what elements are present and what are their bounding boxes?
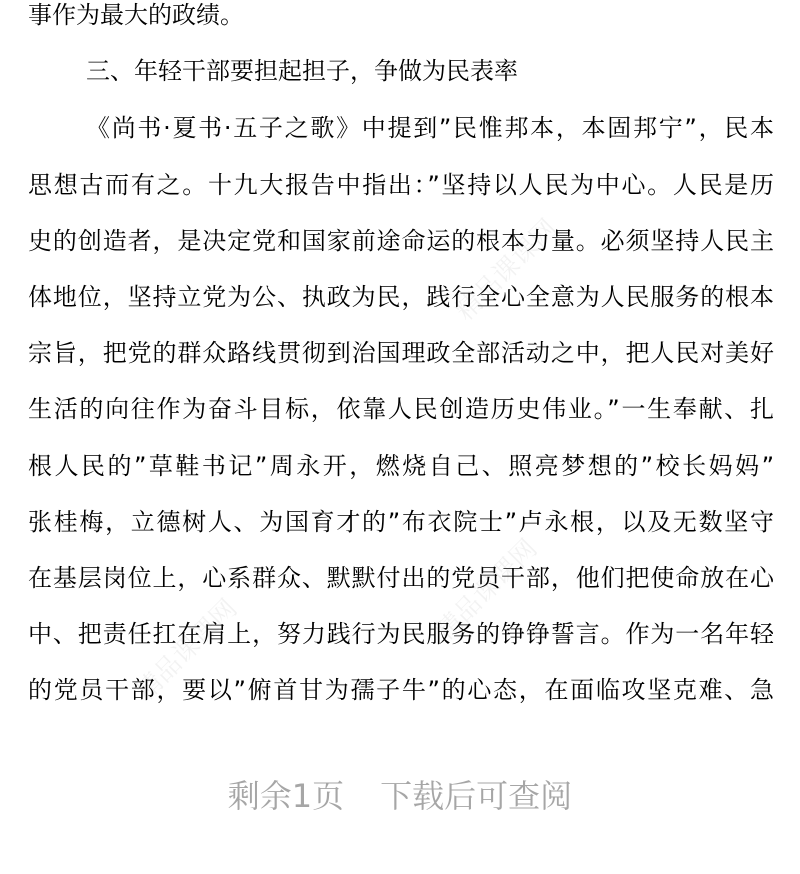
watermark: 精品课课网 bbox=[450, 213, 564, 327]
body-text-line: 思想古而有之。十九大报告中指出：”坚持以人民为中心。人民是历 bbox=[28, 171, 774, 199]
body-text-line: 生活的向往作为奋斗目标，依靠人民创造历史伟业。”一生奉献、扎 bbox=[28, 395, 774, 423]
body-text-line: 张桂梅，立德树人、为国育才的”布衣院士”卢永根，以及无数坚守 bbox=[28, 508, 774, 536]
body-text-line: 史的创造者，是决定党和国家前途命运的根本力量。必须坚持人民主 bbox=[28, 227, 774, 255]
download-to-view-label: 下载后可查阅 bbox=[380, 777, 573, 815]
body-text-line: 体地位，坚持立党为公、执政为民，践行全心全意为人民服务的根本 bbox=[28, 283, 774, 311]
watermark: 精品课课网 bbox=[430, 533, 544, 647]
remaining-pages-label: 剩余1页 bbox=[227, 777, 345, 815]
body-text-line: 宗旨，把党的群众路线贯彻到治国理政全部活动之中，把人民对美好 bbox=[28, 339, 774, 367]
body-text-line: 《尚书·夏书·五子之歌》中提到”民惟邦本，本固邦宁”，民本 bbox=[86, 114, 774, 142]
body-text-line: 根人民的”草鞋书记”周永开，燃烧自己、照亮梦想的”校长妈妈” bbox=[28, 452, 774, 480]
download-prompt[interactable] bbox=[0, 774, 800, 818]
watermark: 精品课课网 bbox=[130, 593, 244, 707]
section-heading: 三、年轻干部要担起担子，争做为民表率 bbox=[86, 57, 518, 85]
body-text-line: 事作为最大的政绩。 bbox=[28, 1, 244, 29]
body-text-line: 在基层岗位上，心系群众、默默付出的党员干部，他们把使命放在心 bbox=[28, 564, 774, 592]
body-text-line: 的党员干部，要以”俯首甘为孺子牛”的心态，在面临攻坚克难、急 bbox=[28, 676, 774, 704]
body-text-line: 中、把责任扛在肩上，努力践行为民服务的铮铮誓言。作为一名年轻 bbox=[28, 620, 774, 648]
